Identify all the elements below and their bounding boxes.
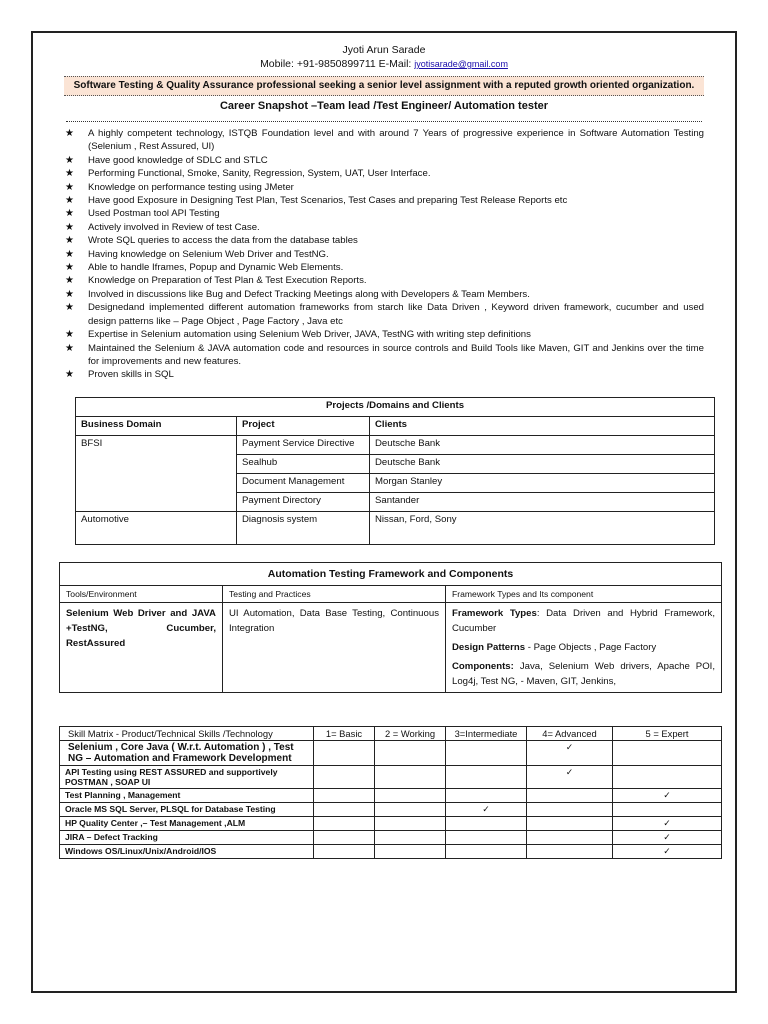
email-link[interactable]: jyotisarade@gmail.com: [414, 59, 508, 69]
framework-types-label: Framework Types: [452, 608, 537, 619]
client-cell: Morgan Stanley: [370, 474, 715, 493]
bullet-item: [64, 154, 704, 167]
star-icon: ★: [65, 275, 74, 287]
checkmark-icon: ✓: [663, 790, 671, 800]
skill-level-cell: [446, 789, 527, 803]
checkmark-icon: ✓: [565, 742, 574, 752]
skill-level-cell: [613, 789, 722, 803]
skill-name-cell: Oracle MS SQL Server, PLSQL for Database Testing: [60, 803, 314, 817]
design-patterns-line: [452, 640, 715, 655]
star-icon: ★: [65, 168, 74, 180]
skill-level-cell: [613, 845, 722, 859]
skill-level-cell: [314, 817, 375, 831]
bullet-item: [64, 194, 704, 207]
star-icon: ★: [65, 302, 74, 314]
skill-level-cell: [613, 741, 722, 766]
header-basic: 1= Basic: [314, 727, 375, 741]
skill-matrix-table: [59, 726, 722, 859]
checkmark-icon: ✓: [663, 846, 671, 856]
skill-name-cell: JIRA – Defect Tracking: [60, 831, 314, 845]
skill-level-cell: [375, 741, 446, 766]
skill-row: [60, 789, 722, 803]
header-expert: 5 = Expert: [613, 727, 722, 741]
bullet-item: [64, 288, 704, 301]
star-icon: ★: [65, 262, 74, 274]
skill-level-cell: [446, 803, 527, 817]
framework-types-line: [452, 606, 715, 636]
star-icon: ★: [65, 208, 74, 220]
skill-row: [60, 803, 722, 817]
career-snapshot-title: Career Snapshot –Team lead /Test Engineer/ Automation tester: [219, 100, 549, 112]
skill-level-cell: [314, 803, 375, 817]
framework-components-cell: [446, 603, 722, 693]
skill-level-cell: [613, 831, 722, 845]
skill-name-cell: API Testing using REST ASSURED and supportively POSTMAN , SOAP UI: [60, 766, 314, 789]
skill-level-cell: [314, 789, 375, 803]
star-icon: ★: [65, 154, 74, 166]
practices-cell: UI Automation, Data Base Testing, Continuous Integration: [223, 603, 446, 693]
bullet-item: [64, 328, 704, 341]
project-cell: Document Management: [237, 474, 370, 493]
project-cell: Payment Service Directive: [237, 436, 370, 455]
checkmark-icon: ✓: [482, 804, 490, 814]
framework-table: [59, 562, 722, 693]
projects-table-title: Projects /Domains and Clients: [76, 398, 715, 417]
domain-cell: BFSI: [76, 436, 237, 512]
skill-level-cell: [375, 766, 446, 789]
bullet-item: [64, 207, 704, 220]
bullet-item: [64, 274, 704, 287]
header-clients: Clients: [370, 417, 715, 436]
bullet-text: Knowledge on performance testing using JMeter: [88, 181, 294, 193]
bullet-text: Designedand implemented different automation frameworks from starch like Data Driven , Keyword driven framework, cucumber and used design patterns like – Page Object , Page Factory , Java etc: [88, 302, 704, 327]
star-icon: ★: [65, 369, 74, 381]
bullet-text: Having knowledge on Selenium Web Driver and TestNG.: [88, 248, 329, 260]
project-cell: Sealhub: [237, 455, 370, 474]
bullet-item: [64, 342, 704, 369]
skill-level-cell: [527, 831, 613, 845]
client-cell: Deutsche Bank: [370, 436, 715, 455]
dotted-divider: [66, 121, 702, 122]
skill-level-cell: [446, 766, 527, 789]
skill-level-cell: [314, 831, 375, 845]
skill-level-cell: [375, 845, 446, 859]
bullet-text: Able to handle Iframes, Popup and Dynamic Web Elements.: [88, 262, 344, 274]
framework-table-title: Automation Testing Framework and Components: [60, 563, 722, 586]
header-intermediate: 3=Intermediate: [446, 727, 527, 741]
summary-bullet-list: [64, 127, 704, 382]
header-working: 2 = Working: [375, 727, 446, 741]
skill-name-cell: Windows OS/Linux/Unix/Android/IOS: [60, 845, 314, 859]
skill-level-cell: [314, 766, 375, 789]
checkmark-icon: ✓: [663, 832, 671, 842]
framework-types-value: : Data Driven and Hybrid Framework, Cucumber: [452, 608, 715, 634]
skill-level-cell: [446, 831, 527, 845]
bullet-text: Have good knowledge of SDLC and STLC: [88, 154, 268, 166]
bullet-item: [64, 167, 704, 180]
star-icon: ★: [65, 195, 74, 207]
header-skill: Skill Matrix - Product/Technical Skills /Technology: [60, 727, 314, 741]
checkmark-icon: ✓: [663, 818, 671, 828]
bullet-text: Performing Functional, Smoke, Sanity, Regression, System, UAT, User Interface.: [88, 168, 431, 180]
project-cell: Diagnosis system: [237, 512, 370, 545]
skill-level-cell: [527, 789, 613, 803]
skill-level-cell: [314, 741, 375, 766]
bullet-item: [64, 368, 704, 381]
skill-level-cell: [613, 766, 722, 789]
skill-level-cell: [527, 817, 613, 831]
skill-row: [60, 845, 722, 859]
skill-level-cell: [527, 845, 613, 859]
skill-level-cell: [613, 803, 722, 817]
components-value: Java, Selenium Web drivers, Apache POI, Log4j, Test NG, - Maven, GIT, Jenkins,: [452, 661, 715, 687]
skill-name-cell: HP Quality Center ,– Test Management ,ALM: [60, 817, 314, 831]
design-patterns-label: Design Patterns: [452, 642, 526, 653]
header-framework-types: Framework Types and Its component: [446, 586, 722, 603]
bullet-item: [64, 248, 704, 261]
star-icon: ★: [65, 342, 74, 354]
skill-level-cell: [375, 803, 446, 817]
design-patterns-value: - Page Objects , Page Factory: [525, 642, 657, 653]
components-label: Components:: [452, 661, 514, 672]
header-practices: Testing and Practices: [223, 586, 446, 603]
bullet-item: [64, 127, 704, 154]
skill-row: [60, 831, 722, 845]
bullet-text: A highly competent technology, ISTQB Foundation level and with around 7 Years of progressive experience in Software Automation Testing (Selenium , Rest Assured, UI): [88, 128, 704, 153]
star-icon: ★: [65, 221, 74, 233]
bullet-text: Expertise in Selenium automation using Selenium Web Driver, JAVA, TestNG with writing step definitions: [88, 329, 531, 341]
star-icon: ★: [65, 235, 74, 247]
header-business-domain: Business Domain: [76, 417, 237, 436]
star-icon: ★: [65, 329, 74, 341]
mobile-text: Mobile: +91-9850899711 E-Mail:: [260, 58, 415, 70]
skill-level-cell: [375, 831, 446, 845]
bullet-text: Used Postman tool API Testing: [88, 208, 220, 220]
client-cell: Nissan, Ford, Sony: [370, 512, 715, 545]
header-project: Project: [237, 417, 370, 436]
client-cell: Santander: [370, 493, 715, 512]
objective-banner: Software Testing & Quality Assurance professional seeking a senior level assignment with a reputed growth oriented organization.: [64, 76, 704, 96]
skill-row: [60, 817, 722, 831]
bullet-item: [64, 261, 704, 274]
star-icon: ★: [65, 128, 74, 139]
skill-name-cell: Selenium , Core Java ( W.r.t. Automation ) , Test NG – Automation and Framework Development: [60, 741, 314, 766]
star-icon: ★: [65, 288, 74, 300]
bullet-text: Knowledge on Preparation of Test Plan & Test Execution Reports.: [88, 275, 367, 287]
skill-level-cell: [375, 817, 446, 831]
header-advanced: 4= Advanced: [527, 727, 613, 741]
skill-level-cell: [527, 741, 613, 766]
skill-level-cell: [446, 741, 527, 766]
bullet-text: Maintained the Selenium & JAVA automation code and resources in source controls and Build Tools like Maven, GIT and Jenkins over the time for improvements and new features.: [88, 342, 704, 367]
skill-level-cell: [613, 817, 722, 831]
skill-level-cell: [527, 766, 613, 789]
star-icon: ★: [65, 181, 74, 193]
star-icon: ★: [65, 248, 74, 260]
skill-level-cell: [314, 845, 375, 859]
bullet-item: [64, 234, 704, 247]
tools-cell: Selenium Web Driver and JAVA +TestNG, Cucumber, RestAssured: [60, 603, 223, 693]
project-cell: Payment Directory: [237, 493, 370, 512]
skill-level-cell: [375, 789, 446, 803]
skill-level-cell: [527, 803, 613, 817]
domain-cell: Automotive: [76, 512, 237, 545]
projects-table: [75, 397, 715, 545]
bullet-text: Wrote SQL queries to access the data from the database tables: [88, 235, 358, 247]
bullet-item: [64, 301, 704, 328]
skill-level-cell: [446, 845, 527, 859]
checkmark-icon: ✓: [565, 767, 574, 777]
candidate-name: Jyoti Arun Sarade: [342, 44, 426, 56]
skill-level-cell: [446, 817, 527, 831]
contact-line: [0, 58, 768, 70]
client-cell: Deutsche Bank: [370, 455, 715, 474]
bullet-item: [64, 221, 704, 234]
skill-row: [60, 741, 722, 766]
bullet-text: Have good Exposure in Designing Test Plan, Test Scenarios, Test Cases and preparing Test Release Reports etc: [88, 195, 568, 207]
components-line: [452, 659, 715, 689]
skill-row: [60, 766, 722, 789]
skill-name-cell: Test Planning , Management: [60, 789, 314, 803]
bullet-text: Actively involved in Review of test Case.: [88, 221, 260, 233]
header-tools: Tools/Environment: [60, 586, 223, 603]
bullet-text: Proven skills in SQL: [88, 369, 174, 381]
bullet-item: [64, 181, 704, 194]
bullet-text: Involved in discussions like Bug and Defect Tracking Meetings along with Developers & Team Members.: [88, 288, 530, 300]
